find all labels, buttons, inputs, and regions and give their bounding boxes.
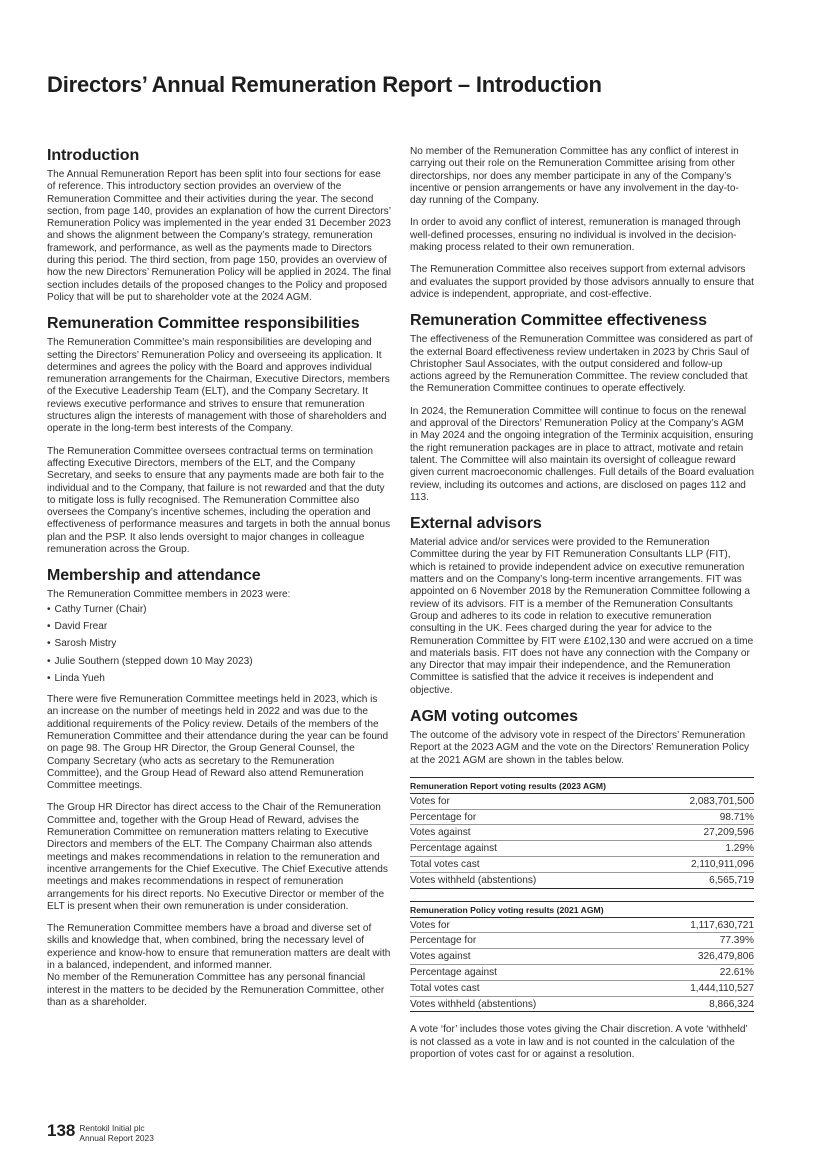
report-name: Annual Report 2023 <box>79 1133 154 1143</box>
row-label: Votes for <box>410 918 639 933</box>
agm-paragraph: The outcome of the advisory vote in respect of the Directors’ Remuneration Report at the 2023 AGM and the vote on the Directors’ Remuneration Policy at the 2021 AGM are shown in the tables below. <box>410 729 750 766</box>
table-row <box>410 965 754 981</box>
list-item: • Linda Yueh <box>47 673 391 685</box>
membership-paragraph-4: The Remuneration Committee members have a broad and diverse set of skills and knowledge that, when combined, bring the necessary level of experience and know-how to ensure that remuneration matters are dealt with in a balanced, independent, and informed manner. <box>47 923 391 972</box>
introduction-paragraph: The Annual Remuneration Report has been split into four sections for ease of reference. This introductory section provides an overview of the Remuneration Committee and their activities during the year. The second section, from page 140, provides an explanation of how the current Directors’ Remuneration Policy was implemented in the year ended 31 December 2023 and shows the alignment between the Company’s strategy, remuneration framework, and performance, as well as the payments made to Directors during this period. The third section, from page 150, provides an overview of how the new Directors’ Remuneration Policy will be applied in 2024. The final section includes details of the proposed changes to the Policy and proposed Policy that will be put to shareholder vote at the 2024 AGM. <box>47 169 391 303</box>
conflict-paragraph-1: No member of the Remuneration Committee has any conflict of interest in carrying out their role on the Remuneration Committee arising from other directorships, nor does any member participate in any of the Company’s incentive or pension arrangements or have any involvement in the day-to-day running of the Company. <box>410 146 739 207</box>
membership-intro: The Remuneration Committee members in 2023 were: <box>47 589 291 601</box>
row-value: 6,565,719 <box>638 872 754 888</box>
row-label: Total votes cast <box>410 857 638 873</box>
table-row <box>410 996 754 1012</box>
members-list <box>47 604 391 685</box>
conflict-paragraph-2: In order to avoid any conflict of interest, remuneration is managed through well-defined processes, ensuring no individual is involved in the decision-making process related to their own remuneration. <box>410 217 741 254</box>
table-row <box>410 857 754 873</box>
table-row <box>410 825 754 841</box>
row-label: Percentage for <box>410 809 638 825</box>
agm-section <box>410 707 754 1061</box>
policy-voting-table <box>410 901 754 1013</box>
table-row <box>410 933 754 949</box>
row-value: 2,083,701,500 <box>638 794 754 809</box>
row-label: Percentage against <box>410 965 639 981</box>
list-item: • Julie Southern (stepped down 10 May 2023) <box>47 656 391 668</box>
advisors-paragraph: Material advice and/or services were provided to the Remuneration Committee during the year by FIT Remuneration Consultants LLP (FIT), which is retained to provide independent advice on executive remuneration matters and on the Company’s long-term incentive arrangements. FIT was appointed on 6 November 2018 by the Remuneration Committee following a review of its advisors. FIT is a member of the Remuneration Consultants Group and adheres to its code in relation to executive remuneration consulting in the UK. Fees charged during the year for advice to the Remuneration Committee by FIT were £102,130 and were accrued on a time and materials basis. FIT does not have any connection with the Company or any Director that may impair their independence, and the Remuneration Committee is satisfied that the advice it receives is independent and objective. <box>410 537 754 696</box>
table-row <box>410 841 754 857</box>
row-value: 27,209,596 <box>638 825 754 841</box>
company-name: Rentokil Initial plc <box>79 1123 145 1133</box>
conflict-paragraph-3: The Remuneration Committee also receives support from external advisors and evaluates the support provided by those advisors annually to ensure that advice is independent, appropriate, and cost-effective. <box>410 264 754 300</box>
right-column <box>410 146 754 1071</box>
list-item: • Cathy Turner (Chair) <box>47 604 391 616</box>
responsibilities-heading: Remuneration Committee responsibilities <box>47 315 360 333</box>
row-value: 1,444,110,527 <box>639 980 755 996</box>
membership-section <box>47 566 391 1009</box>
row-value: 22.61% <box>639 965 755 981</box>
row-value: 8,866,324 <box>639 996 755 1012</box>
row-label: Votes withheld (abstentions) <box>410 996 639 1012</box>
advisors-heading: External advisors <box>410 515 542 533</box>
advisors-section <box>410 514 754 697</box>
row-value: 326,479,806 <box>639 949 755 965</box>
row-label: Votes against <box>410 825 638 841</box>
table-row <box>410 809 754 825</box>
membership-heading: Membership and attendance <box>47 567 261 585</box>
row-label: Votes for <box>410 794 638 809</box>
policy-voting-caption: Remuneration Policy voting results (2021 AGM) <box>410 901 754 918</box>
agm-heading: AGM voting outcomes <box>410 707 578 725</box>
row-value: 2,110,911,096 <box>638 857 754 873</box>
effectiveness-section <box>410 311 754 504</box>
report-voting-caption: Remuneration Report voting results (2023 AGM) <box>410 777 754 794</box>
table-row <box>410 980 754 996</box>
conflict-section <box>410 146 754 301</box>
row-value: 98.71% <box>638 809 754 825</box>
row-label: Votes withheld (abstentions) <box>410 872 638 888</box>
introduction-section <box>47 146 391 304</box>
page-footer <box>47 1121 154 1143</box>
table-row <box>410 949 754 965</box>
left-column <box>47 146 391 1019</box>
membership-paragraph-3: The Group HR Director has direct access to the Chair of the Remuneration Committee and, together with the Group Head of Reward, advises the Remuneration Committee on remuneration matters relating to Executive Directors and members of the ELT. The Company Chairman also attends meetings and makes recommendations in relation to the remuneration and incentive arrangements for the Chief Executive. The Chief Executive attends meetings and makes recommendations in respect of remuneration arrangements for his direct reports. No Executive Director or member of the ELT is present when their own remuneration is under consideration. <box>47 802 388 912</box>
table-row <box>410 918 754 933</box>
effectiveness-paragraph-2: In 2024, the Remuneration Committee will continue to focus on the renewal and approval of the Directors’ Remuneration Policy at the Company’s AGM in May 2024 and the ongoing integration of the Terminix acquisition, ensuring the right remuneration packages are in place to attract, motivate and retain talent. The Committee will also maintain its oversight of colleague reward given current macroeconomic challenges. Full details of the Board evaluation review, including its outcomes and actions, are disclosed on pages 112 and 113. <box>410 405 754 503</box>
list-item: • David Frear <box>47 621 391 633</box>
list-item: • Sarosh Mistry <box>47 638 391 650</box>
responsibilities-paragraph-2: The Remuneration Committee oversees contractual terms on termination affecting Executive Directors, members of the ELT, and the Company Secretary, and seeks to ensure that any payments made are both fair to the individual and to the Company, that failure is not rewarded and that the duty to mitigate loss is fully recognised. The Remuneration Committee also oversees the Company’s incentive schemes, including the operation and effectiveness of performance measures and targets in both the annual bonus plan and the PSP. It also lends oversight to major changes in colleague remuneration across the Group. <box>47 445 391 556</box>
effectiveness-paragraph-1: The effectiveness of the Remuneration Committee was considered as part of the external Board effectiveness review undertaken in 2023 by Chris Saul of Christopher Saul Associates, with the output considered and follow-up actions agreed by the Remuneration Committee. The review concluded that the Remuneration Committee continues to operate effectively. <box>410 334 753 395</box>
row-value: 1.29% <box>638 841 754 857</box>
footer-text <box>79 1121 154 1143</box>
row-label: Percentage for <box>410 933 639 949</box>
row-value: 1,117,630,721 <box>639 918 755 933</box>
page-number: 138 <box>47 1121 76 1140</box>
responsibilities-section <box>47 314 391 556</box>
introduction-heading: Introduction <box>47 147 140 164</box>
row-label: Total votes cast <box>410 980 639 996</box>
report-voting-table <box>410 777 754 889</box>
vote-note: A vote ‘for’ includes those votes giving the Chair discretion. A vote ‘withheld’ is not classed as a vote in law and is not counted in the calculation of the proportion of votes cast for or against a resolution. <box>410 1024 748 1061</box>
effectiveness-heading: Remuneration Committee effectiveness <box>410 312 707 330</box>
row-value: 77.39% <box>639 933 755 949</box>
membership-paragraph-5: No member of the Remuneration Committee has any personal financial interest in the matters to be decided by the Remuneration Committee, other than as a shareholder. <box>47 972 385 1008</box>
responsibilities-paragraph-1: The Remuneration Committee’s main responsibilities are developing and setting the Directors’ Remuneration Policy and overseeing its application. It determines and agrees the policy with the Board and approves individual remuneration arrangements for the Chairman, Executive Directors, members of the Executive Leadership Team (ELT), and the Company Secretary. It reviews executive performance and strives to ensure that remuneration structures align the interests of management with those of shareholders and operate in the long-term best interests of the Company. <box>47 337 390 435</box>
row-label: Percentage against <box>410 841 638 857</box>
page-title: Directors’ Annual Remuneration Report – Introduction <box>47 72 602 97</box>
table-row <box>410 872 754 888</box>
table-row <box>410 794 754 809</box>
membership-paragraph-2: There were five Remuneration Committee meetings held in 2023, which is an increase on the number of meetings held in 2022 and was due to the additional requirements of the Policy review. Details of the members of the Remuneration Committee and their attendance during the year can be found on page 98. The Group HR Director, the Group General Counsel, the Company Secretary (who acts as secretary to the Remuneration Committee), and the Group Head of Reward also attend Remuneration Committee meetings. <box>47 694 389 792</box>
row-label: Votes against <box>410 949 639 965</box>
